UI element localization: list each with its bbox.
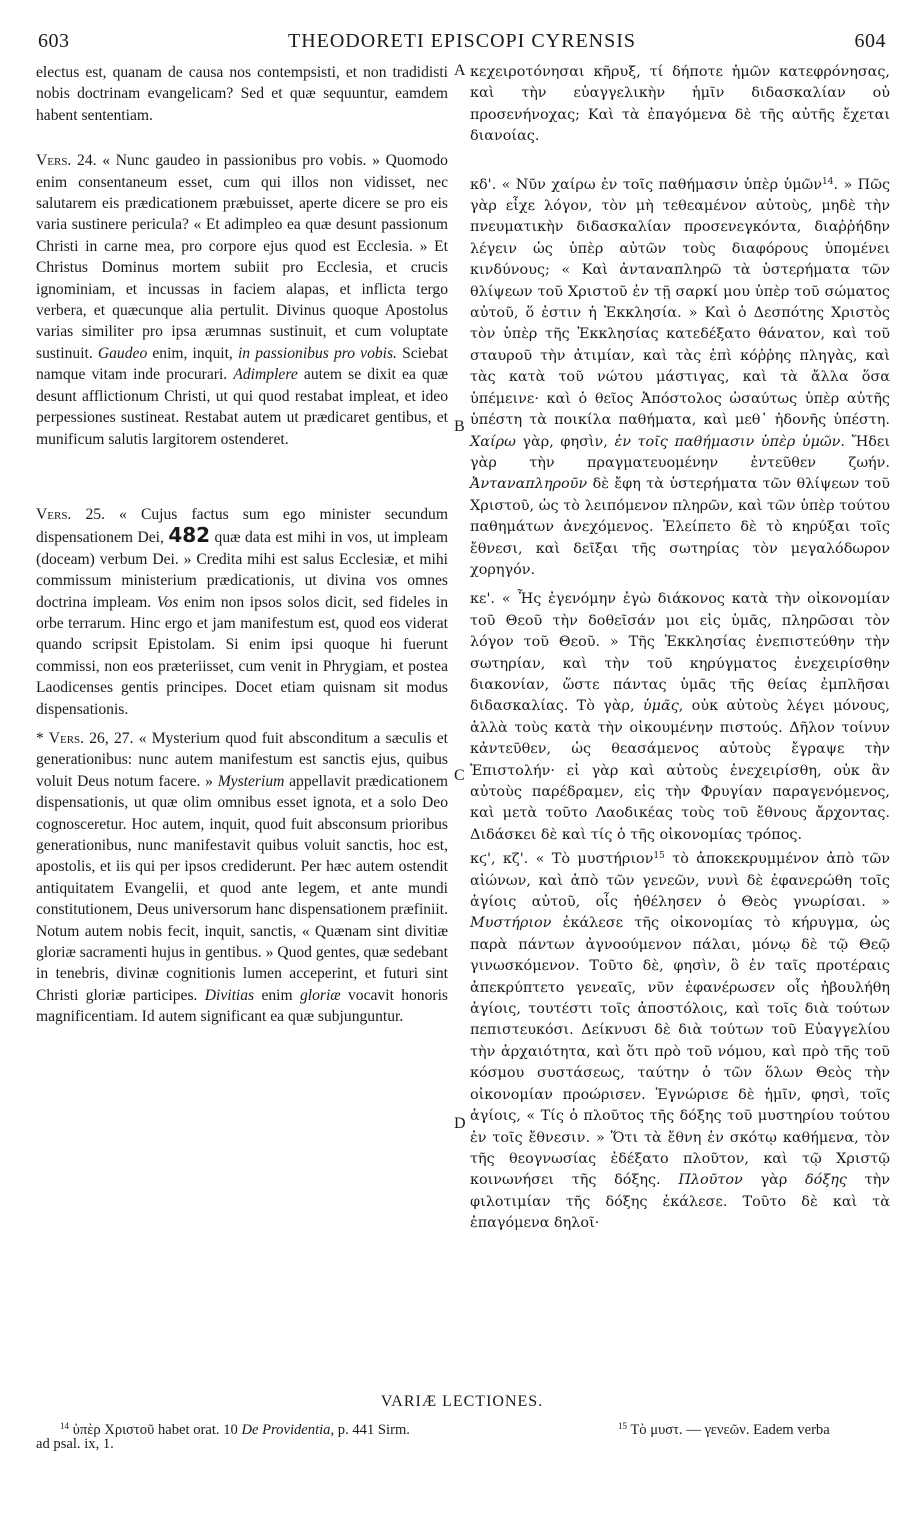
latin-paragraph-vers25 xyxy=(36,504,448,720)
page-number-left: 603 xyxy=(38,30,70,52)
section-marker-b: B xyxy=(454,418,465,435)
note-15 xyxy=(618,1417,918,1439)
greek-text: δὲ ἔφη τὰ ὑστερήματα τῶν θλίψεων τοῦ Χριστοῦ, ὡς τὸ λειπόμενον πληρῶν, καὶ τῶν ὑπὲρ τούτου παθημάτων ἀνεχόμενος. Ἐλείπετο δὲ τὸ κηρύξαι τοῖς ἔθνεσι, καὶ δεῖξαι τῆς σωτηρίας τὸν μεγαλόδωρον χορηγόν. xyxy=(470,476,891,578)
latin-italic: gloriæ xyxy=(299,986,341,1004)
latin-text: « Mysterium quod fuit absconditum a sæculis et generationibus: nunc autem manifestum est sanctis ejus, quibus voluit Deus notum facere. » xyxy=(36,729,449,790)
greek-text: , οὐκ αὐτοὺς λέγει μόνους, ἀλλὰ τοὺς κατὰ τὴν οἰκουμένην πιστούς. Δῆλον τοίνυν κἀντεῦθεν, ὡς θεασάμενος αὐτοὺς ἔγραψε τὴν Ἐπιστολήν· εἰ γὰρ καὶ αὐτοὺς ἐνεχειρίσθη, οὐκ ἂν αὐτοὺς παρέδραμεν, εἰς τὴν Φρυγίαν παραγενόμενος, καὶ μετὰ τοῦτο Λαοδικέας τοὺς τοῦ ἔθνους ἄρχοντας. Διδάσκει δὲ καὶ τίς ὁ τῆς οἰκονομίας τρόπος. xyxy=(470,698,890,843)
note-14-continued: ad psal. ix, 1. xyxy=(36,1436,114,1452)
latin-text: Sciebat namque vitam inde procurari. xyxy=(36,344,448,384)
latin-italic: Adimplere xyxy=(233,366,298,384)
latin-text: « Nunc gaudeo in passionibus pro vobis. » Quomodo enim consentaneum esset, cum qui illos non vidisset, nec salutarem eis prædicationem præbuisset, aperte dicere se pro eis varia sustinere pericula? « Et adimpleo ea quæ desunt passionum Christi in carne mea, pro corpore ejus quod est Ecclesia. » Et Christus Dominus mortem subiit pro Ecclesia, et crucis ignominiam, et incussas in faciem alapas, et inflicta tergo verbera, et quæcunque alia pertulit. Divinus quoque Apostolus varias similiter pro ipsa ærumnas sustinuit, et cum voluptate sustinuit. xyxy=(36,152,448,362)
verse-label: κδ'. xyxy=(470,176,497,193)
latin-text: autem se dixit ea quæ desunt afflictionum Christi, ut qui quod restabat impleat, et ideo perpessiones sustineat. Restabat autem ut prædicaret gentibus, et munificum salutis largitorem ostenderet. xyxy=(36,366,448,448)
note-text: ὑπὲρ Χριστοῦ habet orat. 10 xyxy=(72,1422,238,1438)
greek-text: κεχειροτόνησαι κῆρυξ, τί δήποτε ἡμῶν κατεφρόνησας, καὶ τὴν εὐαγγελικὴν ἡμῖν διδασκαλίαν οὐ προσενήνοχας; Καὶ τὰ ἐπαγόμενα δὲ τῆς αὐτῆς ἔχεται διανοίας. xyxy=(470,64,890,145)
greek-column xyxy=(470,62,890,1235)
greek-italic: Πλοῦτον xyxy=(678,1172,743,1189)
footnote-ref: 14 xyxy=(822,176,834,187)
section-marker-d: D xyxy=(454,1115,466,1132)
greek-text: « Νῦν χαίρω ἐν τοῖς παθήμασιν ὑπὲρ ὑμῶν xyxy=(501,176,823,193)
latin-text: enim, inquit, xyxy=(152,344,233,362)
latin-text: enim non ipsos solos dicit, sed fideles in orbe terrarum. Hinc ergo et jam manifestum est, quod eos viderat quando scripsit Epistolam. Si enim ipsi quoque hi fuerunt commissi, non eos præteriisset, cum venit in Phrygiam, et postea Laodicenses gentis principes. Docet etiam quisnam sit modus dispensationis. xyxy=(36,593,449,718)
latin-text: appellavit prædicationem dispensationis, ut quæ olim omnibus esset ignota, et a solo Deo cognosceretur. Hoc autem, inquit, quod fuit absconsum prioribus generationibus, nunc manifestavit quibus voluit sanctis, hoc est, apostolis, et iis qui per ipsos crediderunt. Per hæc autem ostendit antiquitatem Evangelii, et quod ante legem, et ante mundi constitutionem, Deus universorum hanc dispensationem præfiniit. Notum autem nobis fecit, inquit, sanctis, « Quænam sint divitiæ gloriæ sacramenti hujus in gentibus. » Quod gentes, quæ sedebant in tenebris, divinæ cognitionis lumen acceperint, et futuri sint Christi gloriæ participes. xyxy=(36,772,449,1004)
latin-text: vocavit honoris magnificentiam. Id autem significant ea quæ subjunguntur. xyxy=(36,986,448,1026)
verse-label: * Vers. 26, 27. xyxy=(36,729,134,747)
note-number: 14 xyxy=(60,1421,69,1431)
greek-paragraph-25 xyxy=(470,589,890,846)
latin-italic: Mysterium xyxy=(217,772,285,790)
greek-italic: Ἀνταναπληροῦν xyxy=(470,476,588,493)
note-number: 15 xyxy=(618,1421,627,1431)
greek-text: γὰρ, φησὶν, xyxy=(522,433,608,450)
footnote-ref: 15 xyxy=(653,851,665,862)
latin-text: electus est, quanam de causa nos contempsisti, et non tradidisti nobis doctrinam evangelicam? Sed et quæ sequuntur, eamdem habent sententiam. xyxy=(36,64,448,124)
greek-text: ἐκάλεσε τῆς οἰκονομίας τὸ κήρυγμα, ὡς παρὰ πάντων ἀγνοούμενον πάλαι, μόνῳ δὲ τῷ Θεῷ γινωσκόμενον. Τοῦτο δὲ, φησὶν, ὃ ἐν ταῖς προτέραις ἀπεκρύπτετο γενεαῖς, νῦν ἐφανέρωσεν οἷς ἠβουλήθη ἁγίοις, τουτέστι τοῖς ἀποστόλοις, καὶ τοῖς διὰ τούτων πεπιστευκόσι. Δείκνυσι δὲ διὰ τούτων τοῦ Εὐαγγελίου τὴν ἀρχαιότητα, καὶ ὅτι πρὸ τοῦ νόμου, καὶ πρὸ τῆς τοῦ κόσμου συστάσεως, ταύτην ὁ τῶν ὅλων Θεὸς τὴν οἰκονομίαν προώρισεν. Ἐγνώρισε δὲ ἡμῖν, φησὶ, τοῖς ἁγίοις, « Τίς ὁ πλοῦτος τῆς δόξης τοῦ μυστηρίου τούτου ἐν τοῖς ἔθνεσιν. » Ὅτι τὰ ἔθνη ἐν σκότῳ καθήμενα, τὸν τῆς θεογνωσίας ἐδέξατο πλοῦτον, καὶ τῷ Χριστῷ κοινωνήσει τῆς δόξης. xyxy=(470,915,890,1189)
greek-text: « Ἧς ἐγενόμην ἐγὼ διάκονος κατὰ τὴν οἰκονομίαν τοῦ Θεοῦ τὴν δοθεῖσάν μοι εἰς ὑμᾶς, πληρῶσαι τὸν λόγον τοῦ Θεοῦ. » Τῆς Ἐκκλησίας ἐνεπιστεύθην τὴν σωτηρίαν, καὶ τὴν τοῦ κηρύγματος ἐνεχειρίσθην διακονίαν, ὥστε πάντας ὑμᾶς τῆς θείας ἐμπλῆσαι διδασκαλίας. Τὸ γὰρ, xyxy=(470,591,890,715)
greek-paragraph-intro xyxy=(470,62,890,148)
page-header xyxy=(38,30,886,58)
latin-text: « Cujus factus sum ego minister secundum dispensationem Dei, xyxy=(36,505,448,547)
page-number-right: 604 xyxy=(854,30,886,52)
column-number: 482 xyxy=(168,523,211,548)
greek-text: τὴν φιλοτιμίαν τῆς δόξης ἐκάλεσε. Τοῦτο δὲ καὶ τὰ ἐπαγόμενα δηλοῖ· xyxy=(470,1172,890,1232)
section-marker-c: C xyxy=(454,767,465,784)
latin-paragraph-vers24 xyxy=(36,150,448,450)
latin-text: quæ data est mihi in vos, ut impleam (doceam) verbum Dei. » Credita mihi est salus Ecclesiæ, et mihi commissum ministerium prædicationis, ut divina vos omnes doctrina impleam. xyxy=(36,529,448,611)
greek-text: Ἤδει γὰρ τὴν πραγματευομένην ἐντεῦθεν ζωήν. xyxy=(470,433,891,471)
latin-italic: in passionibus pro vobis. xyxy=(237,344,397,362)
greek-italic: ὑμᾶς xyxy=(642,698,679,715)
section-marker-a: A xyxy=(454,62,466,79)
greek-paragraph-26 xyxy=(470,846,890,1234)
latin-italic: Divitias xyxy=(204,986,255,1004)
verse-label: Vers. 24. xyxy=(36,152,97,170)
greek-italic: δόξης xyxy=(805,1172,847,1189)
verse-label: κε'. xyxy=(470,591,495,608)
latin-italic: Vos xyxy=(156,593,179,611)
greek-text: γὰρ xyxy=(760,1172,788,1189)
latin-text: enim xyxy=(261,986,293,1004)
greek-text: τὸ ἀποκεκρυμμένον ἀπὸ τῶν αἰώνων, καὶ ἀπὸ τῶν γενεῶν, νυνὶ δὲ ἐφανερώθη τοῖς ἁγίοις αὐτοῦ, οἷς ἠθέλησεν ὁ Θεὸς γνωρίσαι. » xyxy=(470,851,891,911)
verse-label: κϛ', κζ'. xyxy=(470,851,529,868)
greek-italic: ἐν τοῖς παθήμασιν ὑπὲρ ὑμῶν. xyxy=(614,433,845,450)
greek-italic: Χαίρω xyxy=(470,433,516,450)
note-text: Τὸ μυστ. — γενεῶν. Eadem verba xyxy=(630,1422,830,1438)
verse-label: Vers. 25. xyxy=(36,505,105,523)
greek-text: « Τὸ μυστήριον xyxy=(535,851,654,868)
greek-text: . » Πῶς γὰρ εἶχε λόγον, τὸν μὴ τεθεαμένον αὐτοὺς, μηδὲ τὴν πνευματικὴν διδασκαλίαν προσενεγκόντα, διαῤῥήδην λέγειν ὡς ὑπὲρ αὐτῶν τοὺς διαφόρους ὑπομένει κινδύνους; « Καὶ ἀνταναπληρῶ τὰ ὑστερήματα τῶν θλίψεων τοῦ Χριστοῦ ἐν τῇ σαρκί μου ὑπὲρ τοῦ σώματος αὐτοῦ, ὅ ἐστιν ἡ Ἐκκλησία. » Καὶ ὁ Δεσπότης Χριστὸς τὸν ὑπὲρ τῆς Ἐκκλησίας κατεδέξατο θάνατον, καὶ τοῦ σταυροῦ τὴν ἀτιμίαν, καὶ τὰς ἐπὶ κόῤῥης πληγὰς, καὶ τὰς κατὰ τοῦ νώτου μάστιγας, καὶ τὰ ἄλλα ὅσα ὑπέμεινε· καὶ ὁ θεῖος Ἀπόστολος ὡσαύτως ὑπὲρ αὐτῆς ὑπέστη τὰ ποικίλα παθήματα, καὶ μεθ᾽ ἡδονῆς ὑπέστη. xyxy=(470,176,891,429)
greek-italic: Μυστήριον xyxy=(470,915,552,932)
running-title: THEODORETI EPISCOPI CYRENSIS xyxy=(287,30,637,52)
latin-column xyxy=(36,62,448,1028)
greek-paragraph-24 xyxy=(470,172,890,582)
note-italic: De Providentia xyxy=(241,1422,331,1438)
variae-lectiones-title: VARIÆ LECTIONES. xyxy=(380,1393,544,1410)
latin-paragraph-vers26 xyxy=(36,728,448,1028)
latin-paragraph-intro xyxy=(36,62,448,126)
latin-italic: Gaudeo xyxy=(97,344,148,362)
note-text: , p. 441 Sirm. xyxy=(330,1422,410,1438)
